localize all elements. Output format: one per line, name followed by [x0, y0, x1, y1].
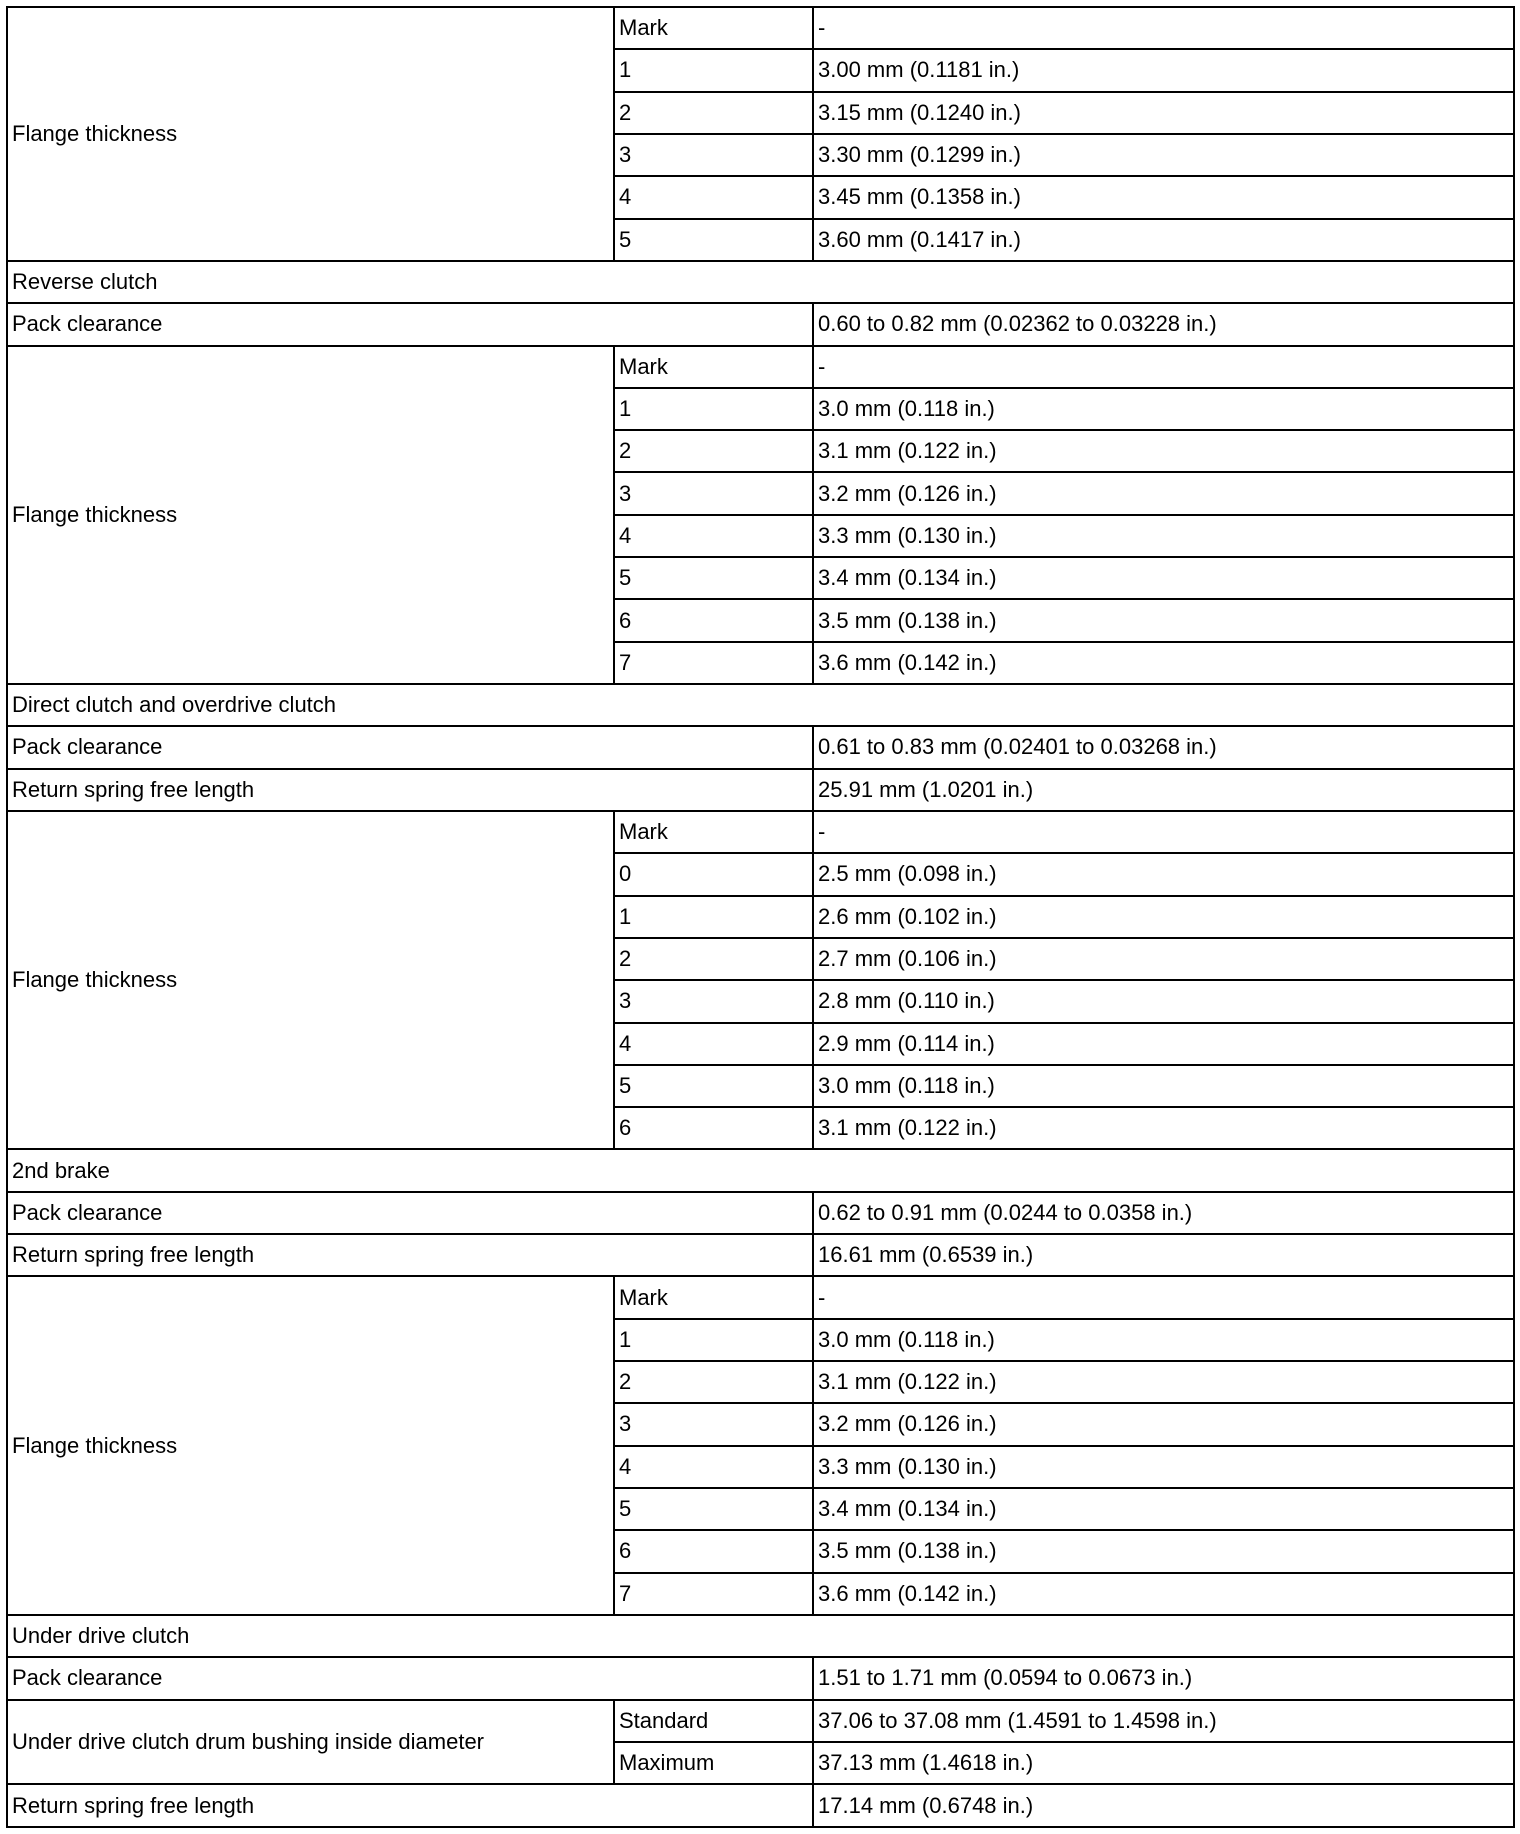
spec-row	[7, 726, 1514, 768]
spec-sub-label: 2	[614, 938, 813, 980]
spec-sub-label: Standard	[614, 1700, 813, 1742]
spec-value: 3.4 mm (0.134 in.)	[813, 1488, 1514, 1530]
spec-label: Pack clearance	[7, 1657, 813, 1699]
spec-value: 3.4 mm (0.134 in.)	[813, 557, 1514, 599]
spec-row	[7, 303, 1514, 345]
spec-sub-label: 1	[614, 896, 813, 938]
section-title: 2nd brake	[7, 1149, 1514, 1191]
spec-group-label: Flange thickness	[7, 7, 614, 261]
spec-value: -	[813, 1276, 1514, 1318]
spec-value: 3.5 mm (0.138 in.)	[813, 1530, 1514, 1572]
spec-value: 3.60 mm (0.1417 in.)	[813, 219, 1514, 261]
spec-value: 16.61 mm (0.6539 in.)	[813, 1234, 1514, 1276]
spec-sub-label: 3	[614, 134, 813, 176]
spec-sub-label: Mark	[614, 811, 813, 853]
spec-row	[7, 1192, 1514, 1234]
spec-value: 37.06 to 37.08 mm (1.4591 to 1.4598 in.)	[813, 1700, 1514, 1742]
spec-label: Return spring free length	[7, 1234, 813, 1276]
spec-sub-label: Mark	[614, 346, 813, 388]
spec-row	[7, 1657, 1514, 1699]
spec-subrow	[7, 811, 1514, 853]
spec-sub-label: Maximum	[614, 1742, 813, 1784]
spec-sub-label: 5	[614, 1488, 813, 1530]
spec-sub-label: 7	[614, 642, 813, 684]
spec-value: 3.30 mm (0.1299 in.)	[813, 134, 1514, 176]
spec-value: 0.60 to 0.82 mm (0.02362 to 0.03228 in.)	[813, 303, 1514, 345]
spec-label: Return spring free length	[7, 769, 813, 811]
spec-sub-label: 3	[614, 1403, 813, 1445]
spec-sub-label: Mark	[614, 7, 813, 49]
section-header-row	[7, 261, 1514, 303]
spec-value: 2.6 mm (0.102 in.)	[813, 896, 1514, 938]
spec-sub-label: 2	[614, 92, 813, 134]
spec-subrow	[7, 1700, 1514, 1742]
spec-sub-label: 4	[614, 515, 813, 557]
spec-sub-label: 5	[614, 219, 813, 261]
spec-value: 3.00 mm (0.1181 in.)	[813, 49, 1514, 91]
spec-row	[7, 1784, 1514, 1827]
spec-value: 2.7 mm (0.106 in.)	[813, 938, 1514, 980]
spec-sub-label: 0	[614, 853, 813, 895]
spec-label: Pack clearance	[7, 726, 813, 768]
spec-value: 1.51 to 1.71 mm (0.0594 to 0.0673 in.)	[813, 1657, 1514, 1699]
spec-group-label: Flange thickness	[7, 1276, 614, 1615]
spec-value: 2.5 mm (0.098 in.)	[813, 853, 1514, 895]
spec-subrow	[7, 1276, 1514, 1318]
spec-value: 3.6 mm (0.142 in.)	[813, 1573, 1514, 1615]
spec-label: Return spring free length	[7, 1784, 813, 1827]
spec-subrow	[7, 7, 1514, 49]
spec-value: 2.8 mm (0.110 in.)	[813, 980, 1514, 1022]
spec-sub-label: 1	[614, 388, 813, 430]
spec-value: 3.1 mm (0.122 in.)	[813, 1361, 1514, 1403]
spec-sub-label: 6	[614, 1107, 813, 1149]
spec-sub-label: 7	[614, 1573, 813, 1615]
spec-group-label: Flange thickness	[7, 346, 614, 685]
spec-sub-label: 5	[614, 557, 813, 599]
section-title: Direct clutch and overdrive clutch	[7, 684, 1514, 726]
spec-sub-label: 1	[614, 1319, 813, 1361]
spec-value: 3.5 mm (0.138 in.)	[813, 599, 1514, 641]
section-header-row	[7, 1615, 1514, 1657]
spec-group-label: Under drive clutch drum bushing inside diameter	[7, 1700, 614, 1785]
section-header-row	[7, 684, 1514, 726]
spec-value: 3.0 mm (0.118 in.)	[813, 388, 1514, 430]
spec-row	[7, 1234, 1514, 1276]
spec-sub-label: Mark	[614, 1276, 813, 1318]
spec-value: 3.45 mm (0.1358 in.)	[813, 176, 1514, 218]
spec-sub-label: 5	[614, 1065, 813, 1107]
spec-sub-label: 2	[614, 430, 813, 472]
spec-value: -	[813, 811, 1514, 853]
spec-value: 3.0 mm (0.118 in.)	[813, 1319, 1514, 1361]
spec-value: 3.2 mm (0.126 in.)	[813, 472, 1514, 514]
spec-sub-label: 3	[614, 472, 813, 514]
spec-group-label: Flange thickness	[7, 811, 614, 1150]
spec-value: -	[813, 346, 1514, 388]
spec-sub-label: 2	[614, 1361, 813, 1403]
spec-subrow	[7, 346, 1514, 388]
spec-value: 3.6 mm (0.142 in.)	[813, 642, 1514, 684]
spec-sub-label: 6	[614, 599, 813, 641]
spec-value: 3.1 mm (0.122 in.)	[813, 1107, 1514, 1149]
specification-table-body	[7, 7, 1514, 1827]
spec-value: 3.2 mm (0.126 in.)	[813, 1403, 1514, 1445]
spec-row	[7, 769, 1514, 811]
spec-label: Pack clearance	[7, 1192, 813, 1234]
spec-value: 0.61 to 0.83 mm (0.02401 to 0.03268 in.)	[813, 726, 1514, 768]
spec-value: -	[813, 7, 1514, 49]
spec-value: 3.1 mm (0.122 in.)	[813, 430, 1514, 472]
spec-sub-label: 4	[614, 1023, 813, 1065]
spec-value: 3.0 mm (0.118 in.)	[813, 1065, 1514, 1107]
spec-sub-label: 4	[614, 1446, 813, 1488]
spec-sub-label: 1	[614, 49, 813, 91]
spec-value: 17.14 mm (0.6748 in.)	[813, 1784, 1514, 1827]
section-title: Reverse clutch	[7, 261, 1514, 303]
spec-value: 25.91 mm (1.0201 in.)	[813, 769, 1514, 811]
spec-value: 0.62 to 0.91 mm (0.0244 to 0.0358 in.)	[813, 1192, 1514, 1234]
spec-sub-label: 3	[614, 980, 813, 1022]
specification-table	[6, 6, 1515, 1828]
spec-sub-label: 6	[614, 1530, 813, 1572]
spec-value: 3.15 mm (0.1240 in.)	[813, 92, 1514, 134]
spec-value: 2.9 mm (0.114 in.)	[813, 1023, 1514, 1065]
section-header-row	[7, 1149, 1514, 1191]
spec-label: Pack clearance	[7, 303, 813, 345]
section-title: Under drive clutch	[7, 1615, 1514, 1657]
spec-sub-label: 4	[614, 176, 813, 218]
spec-value: 37.13 mm (1.4618 in.)	[813, 1742, 1514, 1784]
spec-value: 3.3 mm (0.130 in.)	[813, 1446, 1514, 1488]
spec-value: 3.3 mm (0.130 in.)	[813, 515, 1514, 557]
